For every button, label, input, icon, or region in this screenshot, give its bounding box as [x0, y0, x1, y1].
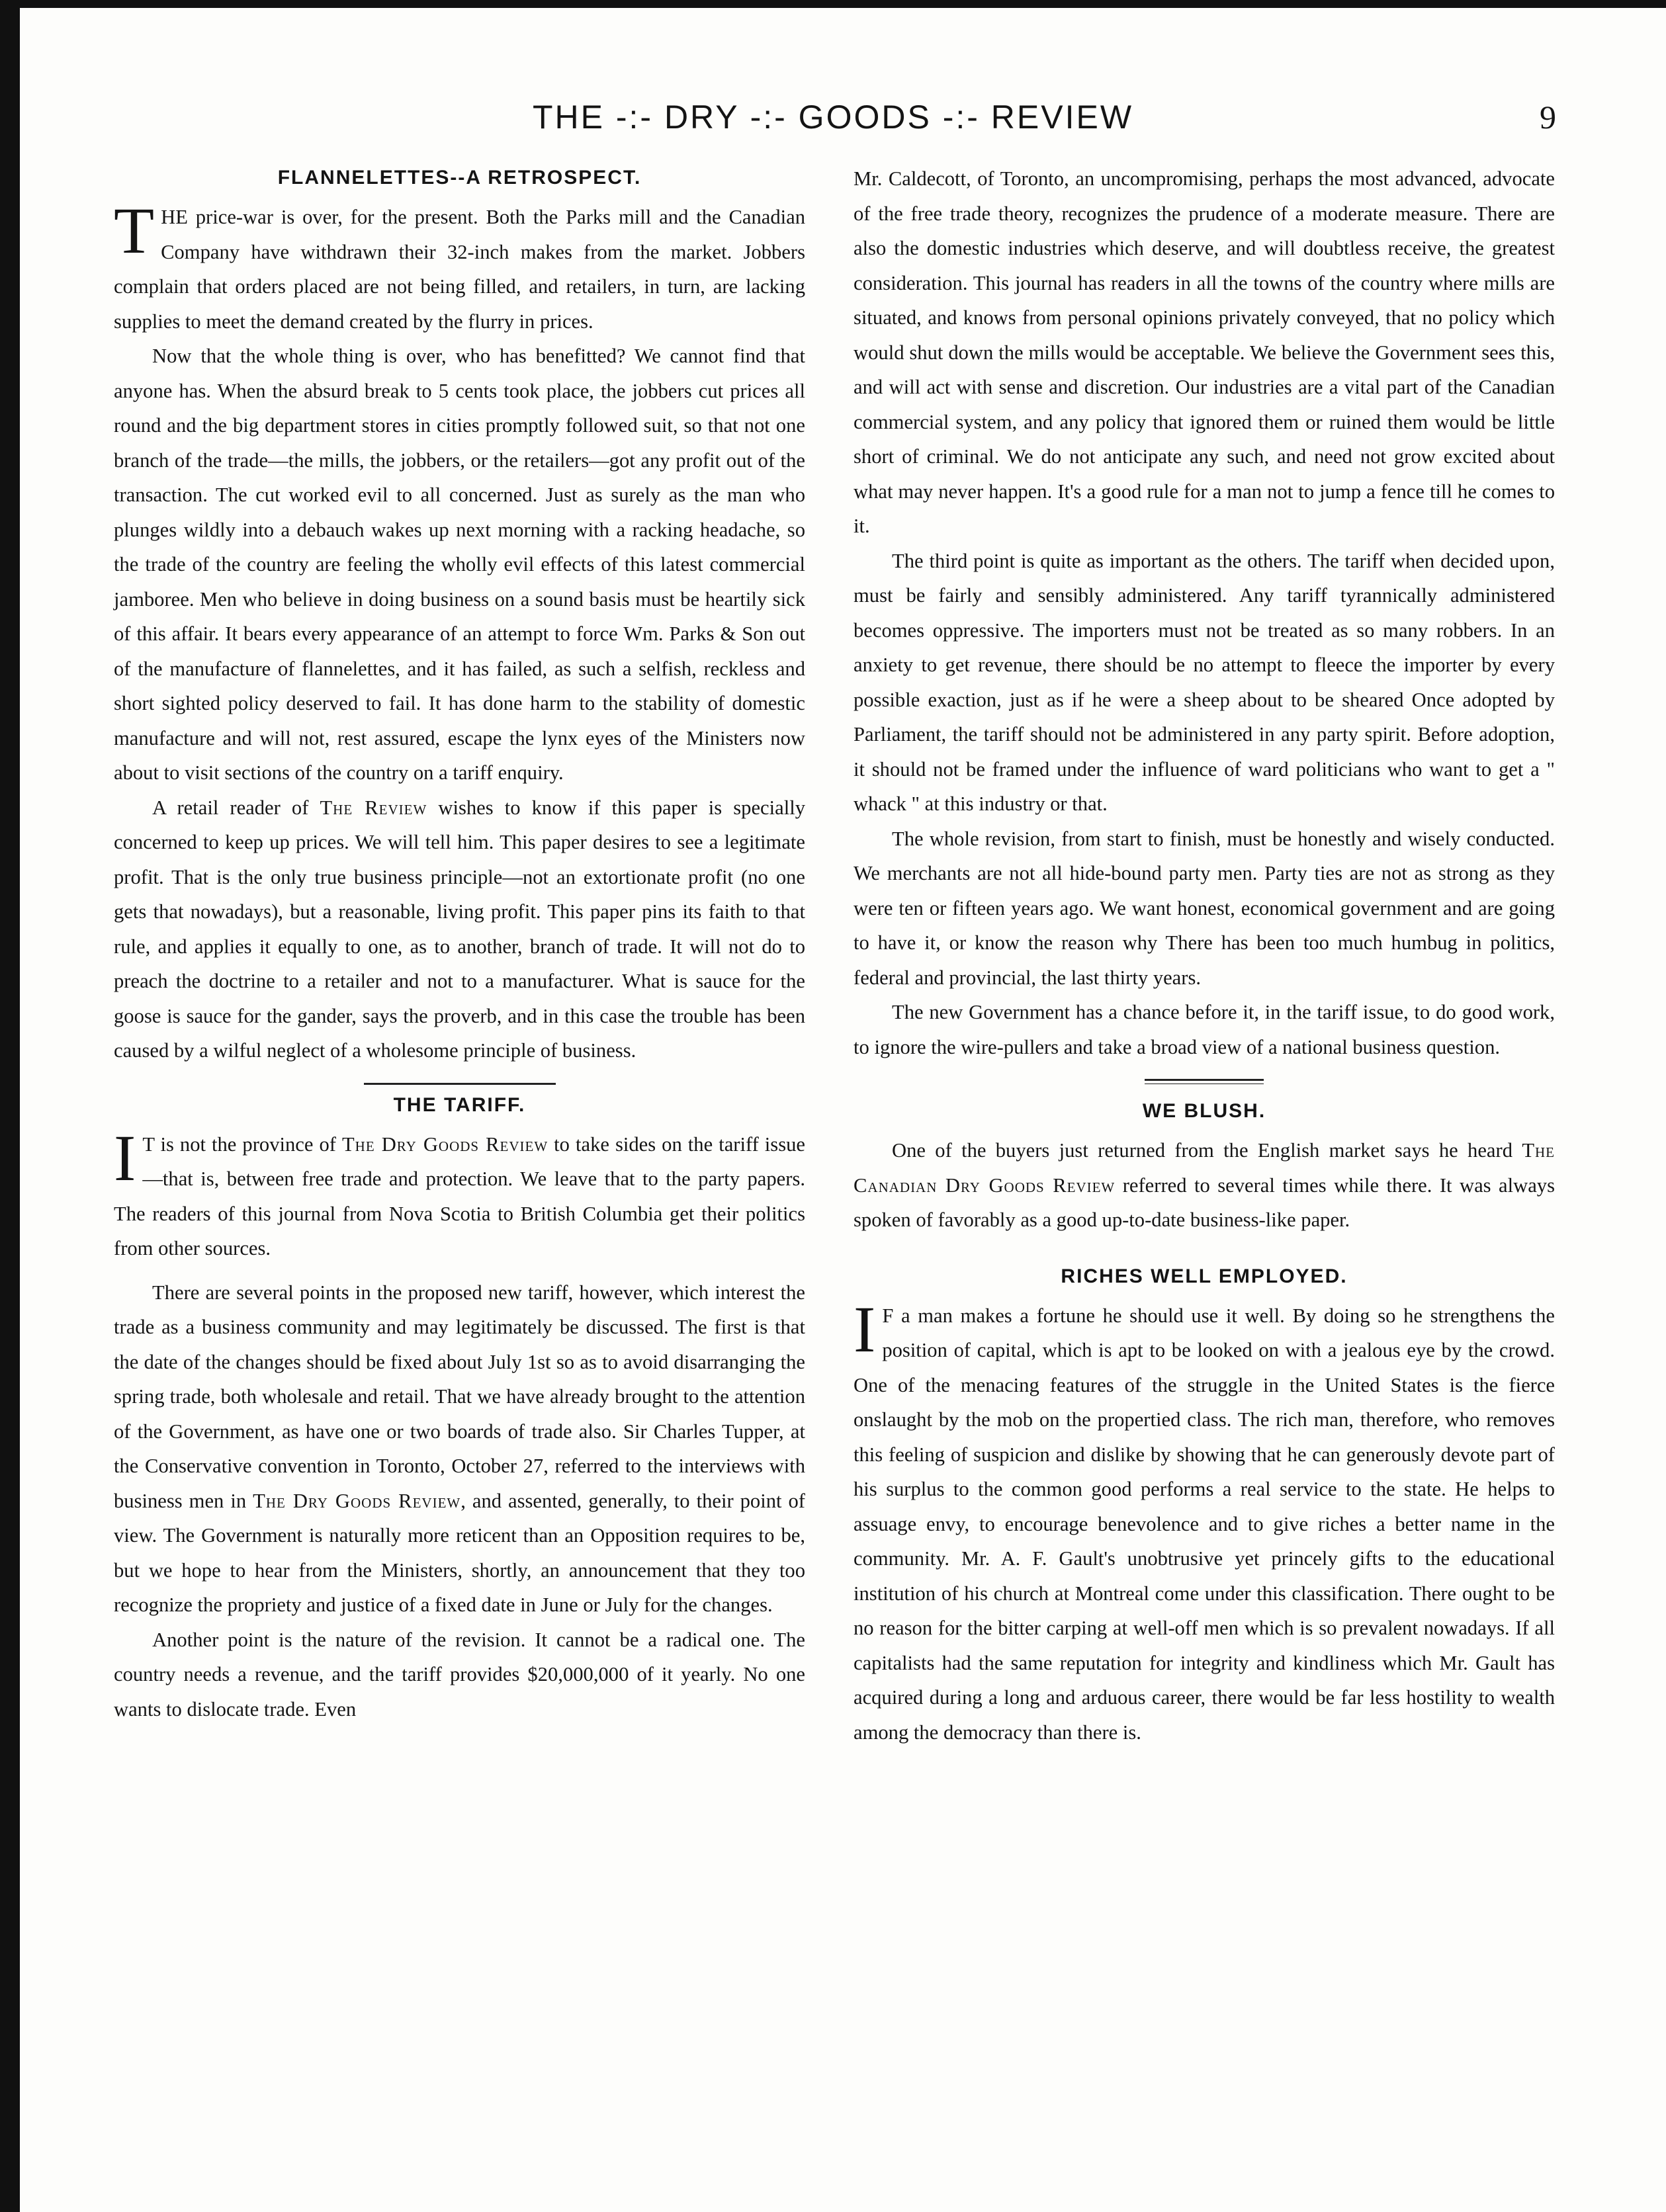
tariff-paragraph-2	[114, 1275, 805, 1623]
tariff-p1-pre: T is not the province of	[142, 1132, 342, 1156]
masthead-title: THE -:- DRY -:- GOODS -:- REVIEW	[532, 99, 1134, 136]
article-tariff	[114, 1094, 805, 1727]
article-flannelettes	[114, 167, 805, 1068]
flannelettes-p1-text: HE price-war is over, for the present. Both the Parks mill and the Canadian Company have withdrawn their 32-inch makes from the market. Jobbers complain that orders placed are not being filled, and retailers, in turn, are lacking supplies to meet the demand created by the flurry in prices.	[114, 206, 805, 333]
journal-name-smallcaps: The Dry Goods Review	[253, 1489, 461, 1512]
tariff-p1-post: to take sides on the tariff issue—that is, between free trade and protection. We leave that to the party papers. The readers of this journal from Nova Scotia to British Columbia get their politics from other sources.	[114, 1132, 805, 1259]
we-blush-pre: One of the buyers just returned from the English market says he heard	[892, 1139, 1522, 1162]
dropcap-t: T	[114, 194, 155, 267]
page-number: 9	[1540, 99, 1556, 136]
flannelettes-paragraph-1	[114, 194, 805, 339]
page-header	[0, 98, 1666, 151]
left-column	[114, 161, 805, 1726]
tariff-paragraph-1	[114, 1121, 805, 1266]
heading-flannelettes: FLANNELETTES--A RETROSPECT.	[277, 167, 642, 189]
tariff-paragraph-4-continued: Mr. Caldecott, of Toronto, an uncompromising, perhaps the most advanced, advocate of the free trade theory, recognizes the prudence of a moderate measure. There are also the domestic industries which deserve, and will doubtless receive, the greatest consideration. This journal has readers in all the towns of the country where mills are situated, and knows from personal opinions privately conveyed, that no policy which would shut down the mills would be acceptable. We believe the Government sees this, and will act with sense and discretion. Our industries are a vital part of the Canadian commercial system, and any policy that ignored them or ruined them would be little short of criminal. We do not anticipate any such, and need not grow excited about what may never happen. It's a good rule for a man not to jump a fence till he comes to it.	[854, 167, 1555, 537]
heading-tariff: THE TARIFF.	[393, 1093, 526, 1116]
tariff-paragraph-7: The new Government has a chance before it, in the tariff issue, to do good work, to ignore the wire-pullers and take a broad view of a national business question.	[854, 1001, 1555, 1058]
article-we-blush	[854, 1100, 1555, 1238]
section-divider	[364, 1083, 556, 1085]
scan-top-edge	[0, 0, 1666, 8]
flannelettes-p3-post: wishes to know if this paper is specially concerned to keep up prices. We will tell him. This paper desires to see a legitimate profit. That is the only true business principle—not an extortionate profit (no one gets that nowadays), but a reasonable, living profit. This paper pins its faith to that rule, and applies it equally to one, as to another, branch of trade. It will not do to preach the doctrine to a retailer and not to a manufacturer. What is sauce for the goose is sauce for the gander, says the proverb, and in this case the trouble has been caused by a wilful neglect of a wholesome principle of business.	[114, 796, 805, 1062]
heading-we-blush: WE BLUSH.	[1142, 1100, 1266, 1122]
flannelettes-paragraph-3	[114, 790, 805, 1068]
section-divider-double	[1145, 1079, 1264, 1084]
flannelettes-paragraph-2: Now that the whole thing is over, who has benefitted? We cannot find that anyone has. When the absurd break to 5 cents took place, the jobbers cut prices all round and the big department stores in cities promptly followed suit, so that not one branch of the trade—the mills, the jobbers, or the retailers—got any profit out of the transaction. The cut worked evil to all concerned. Just as surely as the man who plunges wildly into a debauch wakes up next morning with a racking headache, so the trade of the country are feeling the wholly evil effects of this latest commercial jamboree. Men who believe in doing business on a sound basis must be heartily sick of this affair. It bears every appearance of an attempt to force Wm. Parks & Son out of the manufacture of flannelettes, and it has failed, as such a selfish, reckless and short sighted policy deserved to fail. It has done harm to the stability of domestic manufacture and will not, rest assured, escape the lynx eyes of the Ministers now about to visit sections of the country on a tariff enquiry.	[114, 345, 805, 784]
right-column	[854, 161, 1555, 1750]
journal-name-smallcaps: The Dry Goods Review	[341, 1132, 548, 1156]
heading-riches: RICHES WELL EMPLOYED.	[1061, 1265, 1348, 1287]
tariff-paragraph-5: The third point is quite as important as the others. The tariff when decided upon, must be fairly and sensibly administered. Any tariff tyrannically administered becomes oppressive. The importers must not be treated as so many robbers. In an anxiety to get revenue, there should be no attempt to fleece the importer by every possible exaction, just as if he were a sheep about to be sheared Once adopted by Parliament, the tariff should not be administered in any party spirit. Before adoption, it should not be framed under the influence of ward politicians who want to get a " whack " at this industry or that.	[854, 549, 1555, 815]
tariff-p2-pre: There are several points in the proposed new tariff, however, which interest the trade as a business community and may legitimately be discussed. The first is that the date of the changes should be fixed about July 1st so as to avoid disarranging the spring trade, both wholesale and retail. That we have already brought to the attention of the Government, as have one or two boards of trade also. Sir Charles Tupper, at the Conservative convention in Toronto, October 27, referred to the interviews with business men in	[114, 1281, 805, 1512]
journal-name-smallcaps: The Review	[320, 796, 427, 819]
dropcap-i: I	[854, 1292, 876, 1366]
we-blush-paragraph	[854, 1133, 1555, 1238]
flannelettes-p3-pre: A retail reader of	[152, 796, 320, 819]
journal-name-smallcaps: The Canadian Dry Goods Review	[854, 1139, 1555, 1197]
tariff-paragraph-3: Another point is the nature of the revision. It cannot be a radical one. The country needs a revenue, and the tariff provides $20,000,000 of it yearly. No one wants to dislocate trade. Even	[114, 1628, 805, 1721]
scan-left-edge	[0, 0, 20, 2212]
riches-paragraph	[854, 1292, 1555, 1750]
tariff-p2-post: , and assented, generally, to their point of view. The Government is naturally more reticent than an Opposition requires to be, but we hope to hear from the Ministers, shortly, an announcement that they too recognize the propriety and justice of a fixed date in June or July for the changes.	[114, 1489, 805, 1616]
article-riches	[854, 1265, 1555, 1750]
we-blush-post: referred to several times while there. It was always spoken of favorably as a good up-to-date business-like paper.	[854, 1173, 1556, 1231]
riches-p1-text: F a man makes a fortune he should use it well. By doing so he strengthens the position of capital, which is apt to be looked on with a jealous eye by the crowd. One of the menacing features of the struggle in the United States is the fierce onslaught by the mob on the propertied class. The rich man, therefore, who removes this feeling of suspicion and dislike by showing that he can generously devote part of his surplus to the common good performs a real service to the state. He helps to assuage envy, to encourage benevolence and to give riches a better name in the community. Mr. A. F. Gault's unobtrusive yet princely gifts to the educational institution of his church at Montreal come under this classification. There ought to be no reason for the bitter carping at well-off men which is so prevalent nowadays. If all capitalists had the same reputation for integrity and kindliness which Mr. Gault has acquired during a long and arduous career, there would be far less hostility to wealth among the democracy than there is.	[854, 1304, 1555, 1744]
tariff-paragraph-6: The whole revision, from start to finish, must be honestly and wisely conducted. We merchants are not all hide-bound party men. Party ties are not as strong as they were ten or fifteen years ago. We want honest, economical government and are going to have it, or know the reason why There has been too much humbug in politics, federal and provincial, the last thirty years.	[854, 827, 1555, 989]
dropcap-i: I	[114, 1121, 136, 1195]
